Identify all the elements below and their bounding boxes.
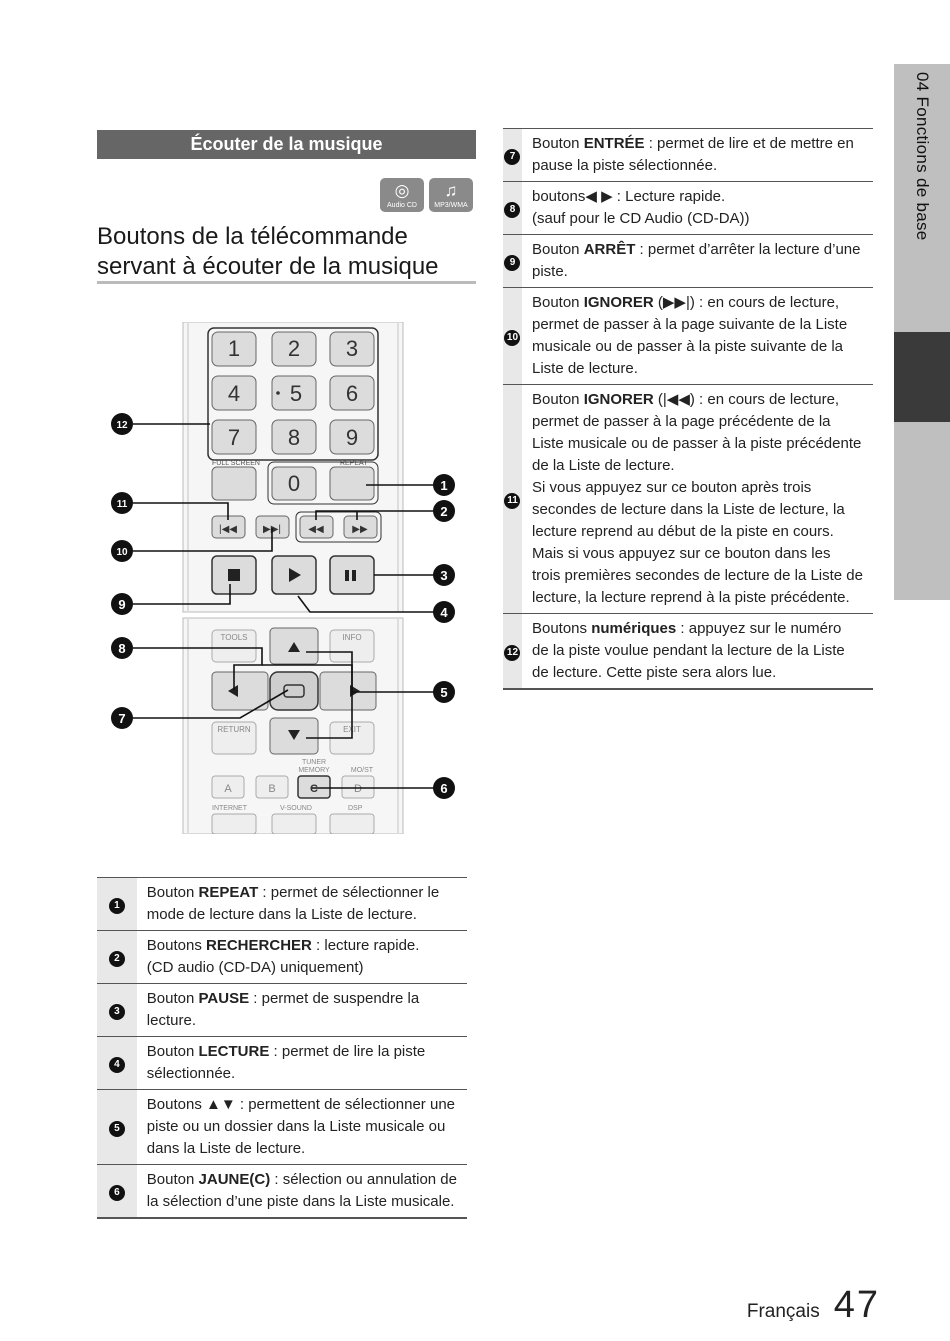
description-text: de la piste voulue pendant la lecture de la Liste bbox=[531, 642, 845, 659]
description-text: : permet de lire et de mettre en bbox=[644, 135, 854, 152]
row-number-badge: 10 bbox=[504, 330, 520, 346]
button-name: ARRÊT bbox=[583, 241, 636, 258]
button-name: REPEAT bbox=[198, 884, 259, 901]
description-text: trois premières secondes de lecture de la Liste de bbox=[531, 567, 863, 584]
tools-label: TOOLS bbox=[220, 633, 248, 642]
description-text: mode de lecture dans la Liste de lecture. bbox=[146, 906, 417, 923]
svg-text:◀◀: ◀◀ bbox=[308, 524, 324, 535]
svg-text:▶▶|: ▶▶| bbox=[263, 524, 281, 535]
row-number-cell bbox=[97, 931, 137, 984]
description-text: (CD audio (CD-DA) uniquement) bbox=[146, 959, 364, 976]
button-name: RECHERCHER bbox=[206, 937, 312, 954]
description-line bbox=[147, 1094, 457, 1116]
description-text: : permet de lire la piste bbox=[269, 1043, 426, 1060]
return-label: RETURN bbox=[217, 725, 251, 734]
row-description-cell bbox=[522, 235, 873, 288]
row-number-badge: 2 bbox=[109, 951, 125, 967]
row-description-cell bbox=[522, 288, 873, 385]
description-text: : permet de sélectionner le bbox=[258, 884, 440, 901]
music-note-glyph: ♫ bbox=[444, 181, 458, 200]
svg-text:MEMORY: MEMORY bbox=[298, 767, 330, 774]
table-row bbox=[503, 288, 873, 385]
row-description-cell bbox=[522, 614, 873, 690]
description-text: Boutons ▲▼ : permettent de sélectionner une bbox=[146, 1096, 455, 1113]
row-number-cell bbox=[503, 288, 522, 385]
key-5-label: 5 bbox=[289, 381, 303, 406]
key-8-label: 8 bbox=[287, 425, 301, 450]
description-text: : appuyez sur le numéro bbox=[676, 620, 842, 637]
description-line bbox=[532, 261, 863, 283]
row-description-cell bbox=[137, 931, 467, 984]
description-text: Bouton bbox=[146, 1171, 199, 1188]
description-text: Bouton bbox=[146, 990, 199, 1007]
description-text: permet de passer à la page suivante de la Liste bbox=[531, 316, 848, 333]
section-heading: Écouter de la musique bbox=[97, 130, 476, 159]
row-number-badge: 12 bbox=[504, 645, 520, 661]
description-text: (sauf pour le CD Audio (CD-DA)) bbox=[531, 210, 750, 227]
button-name: PAUSE bbox=[198, 990, 250, 1007]
svg-text:9: 9 bbox=[118, 597, 126, 612]
v-sound-label: V-SOUND bbox=[280, 805, 312, 812]
row-number-cell bbox=[503, 235, 522, 288]
key-0-label: 0 bbox=[287, 471, 301, 496]
description-line bbox=[532, 389, 863, 411]
table-row bbox=[503, 614, 873, 690]
svg-text:5: 5 bbox=[440, 685, 448, 700]
description-text: Boutons bbox=[531, 620, 592, 637]
disc-glyph: ◎ bbox=[394, 181, 410, 200]
description-text: : lecture rapide. bbox=[311, 937, 420, 954]
row-number-badge: 3 bbox=[109, 1004, 125, 1020]
description-text: Bouton bbox=[531, 241, 584, 258]
description-line bbox=[532, 133, 863, 155]
page-title-line-1: Boutons de la télécommande bbox=[97, 223, 408, 250]
row-description-cell bbox=[522, 129, 873, 182]
description-text: la sélection d’une piste dans la Liste musicale. bbox=[146, 1193, 455, 1210]
table-row bbox=[97, 984, 467, 1037]
description-line bbox=[147, 988, 457, 1010]
button-description-table-right bbox=[503, 128, 873, 690]
chapter-label: 04 Fonctions de base bbox=[913, 72, 932, 241]
row-number-badge: 7 bbox=[504, 149, 520, 165]
description-text: boutons◀ ▶ : Lecture rapide. bbox=[531, 188, 726, 205]
description-line bbox=[532, 587, 863, 609]
svg-text:4: 4 bbox=[440, 605, 448, 620]
svg-text:7: 7 bbox=[118, 711, 126, 726]
key-2-label: 2 bbox=[287, 336, 301, 361]
svg-text:1: 1 bbox=[440, 478, 448, 493]
description-line bbox=[532, 565, 863, 587]
row-number-badge: 11 bbox=[504, 493, 520, 509]
tuner-memory-label: TUNER bbox=[301, 759, 327, 766]
row-description-cell bbox=[137, 984, 467, 1037]
description-text: Bouton bbox=[531, 135, 584, 152]
description-line bbox=[532, 336, 863, 358]
full-screen-label: FULL SCREEN bbox=[212, 460, 260, 467]
description-text: Bouton bbox=[531, 294, 584, 311]
repeat-label: REPEAT bbox=[340, 460, 368, 467]
description-text: (▶▶|) : en cours de lecture, bbox=[653, 294, 840, 311]
description-text: permet de passer à la page précédente de la bbox=[531, 413, 831, 430]
description-line bbox=[532, 411, 863, 433]
footer-language: Français bbox=[746, 1301, 820, 1322]
description-text: : sélection ou annulation de bbox=[270, 1171, 457, 1188]
button-name: LECTURE bbox=[198, 1043, 270, 1060]
description-text: de la Liste de lecture. bbox=[531, 457, 675, 474]
description-line bbox=[532, 186, 863, 208]
row-description-cell bbox=[137, 1090, 467, 1165]
description-line bbox=[147, 1010, 457, 1032]
button-name: IGNORER bbox=[583, 391, 654, 408]
row-number-badge: 8 bbox=[504, 202, 520, 218]
key-6-label: 6 bbox=[345, 381, 359, 406]
table-row bbox=[97, 1037, 467, 1090]
table-row bbox=[97, 1165, 467, 1219]
row-description-cell bbox=[137, 878, 467, 931]
key-9-label: 9 bbox=[345, 425, 359, 450]
button-name: JAUNE(C) bbox=[198, 1171, 271, 1188]
description-text: Mais si vous appuyez sur ce bouton dans les bbox=[531, 545, 831, 562]
svg-text:10: 10 bbox=[116, 547, 128, 558]
svg-text:2: 2 bbox=[440, 504, 448, 519]
description-line bbox=[532, 208, 863, 230]
button-name: numériques bbox=[591, 620, 677, 637]
description-text: Liste musicale ou de passer à la piste précédente bbox=[531, 435, 862, 452]
dsp-label: DSP bbox=[348, 805, 363, 812]
page-footer bbox=[747, 1284, 880, 1327]
button-description-table-left bbox=[97, 877, 467, 1219]
description-line bbox=[532, 433, 863, 455]
row-number-cell bbox=[503, 182, 522, 235]
description-text: musicale ou de passer à la piste suivante de la bbox=[531, 338, 843, 355]
row-number-cell bbox=[97, 1165, 137, 1219]
key-1-label: 1 bbox=[227, 336, 241, 361]
table-row bbox=[97, 931, 467, 984]
row-number-badge: 1 bbox=[109, 898, 125, 914]
table-row bbox=[503, 235, 873, 288]
description-text: (|◀◀) : en cours de lecture, bbox=[653, 391, 840, 408]
table-row bbox=[503, 129, 873, 182]
page-number: 47 bbox=[833, 1284, 880, 1326]
description-text: de lecture. Cette piste sera alors lue. bbox=[531, 664, 777, 681]
description-line bbox=[147, 1041, 457, 1063]
row-number-badge: 9 bbox=[504, 255, 520, 271]
description-text: Si vous appuyez sur ce bouton après trois bbox=[531, 479, 812, 496]
description-line bbox=[532, 499, 863, 521]
row-number-cell bbox=[97, 1037, 137, 1090]
svg-text:8: 8 bbox=[118, 641, 126, 656]
table-row bbox=[97, 878, 467, 931]
key-4-label: 4 bbox=[227, 381, 241, 406]
key-d-label: D bbox=[354, 783, 362, 795]
description-line bbox=[532, 155, 863, 177]
table-row bbox=[97, 1090, 467, 1165]
description-text: lecture, la lecture reprend à la piste précédente. bbox=[531, 589, 850, 606]
page-title-line-2: servant à écouter de la musique bbox=[97, 253, 439, 280]
description-text: Bouton bbox=[531, 391, 584, 408]
row-number-cell bbox=[97, 984, 137, 1037]
row-number-badge: 6 bbox=[109, 1185, 125, 1201]
description-text: lecture reprend au début de la piste en cours. bbox=[531, 523, 834, 540]
description-text: secondes de lecture dans la Liste de lecture, la bbox=[531, 501, 845, 518]
description-line bbox=[147, 1116, 457, 1138]
description-text: : permet de suspendre la bbox=[249, 990, 420, 1007]
row-description-cell bbox=[137, 1165, 467, 1219]
button-name: IGNORER bbox=[583, 294, 654, 311]
row-description-cell bbox=[522, 182, 873, 235]
description-line bbox=[532, 292, 863, 314]
description-text: lecture. bbox=[146, 1012, 196, 1029]
row-number-badge: 4 bbox=[109, 1057, 125, 1073]
description-line bbox=[147, 957, 457, 979]
disc-caption: Audio CD bbox=[387, 202, 417, 209]
description-text: Boutons bbox=[146, 937, 207, 954]
description-text: Bouton bbox=[146, 1043, 199, 1060]
row-description-cell bbox=[522, 385, 873, 614]
description-text: Liste de lecture. bbox=[531, 360, 638, 377]
key-c-label: C bbox=[310, 783, 318, 795]
svg-text:11: 11 bbox=[116, 499, 128, 510]
description-line bbox=[532, 640, 863, 662]
row-description-cell bbox=[137, 1037, 467, 1090]
description-line bbox=[147, 1063, 457, 1085]
key-a-label: A bbox=[224, 783, 232, 795]
description-line bbox=[532, 314, 863, 336]
row-number-cell bbox=[503, 129, 522, 182]
description-text: Bouton bbox=[146, 884, 199, 901]
key-3-label: 3 bbox=[345, 336, 359, 361]
row-number-cell bbox=[97, 1090, 137, 1165]
svg-text:▶▶: ▶▶ bbox=[352, 524, 368, 535]
table-row bbox=[503, 182, 873, 235]
description-line bbox=[532, 521, 863, 543]
description-text: piste ou un dossier dans la Liste musicale ou bbox=[146, 1118, 446, 1135]
description-line bbox=[147, 1169, 457, 1191]
description-line bbox=[532, 358, 863, 380]
description-text: : permet d’arrêter la lecture d’une bbox=[635, 241, 861, 258]
description-line bbox=[532, 455, 863, 477]
description-line bbox=[532, 543, 863, 565]
description-line bbox=[532, 239, 863, 261]
table-row bbox=[503, 385, 873, 614]
svg-text:|◀◀: |◀◀ bbox=[219, 524, 237, 535]
svg-text:3: 3 bbox=[440, 568, 448, 583]
key-b-label: B bbox=[268, 783, 276, 795]
button-name: ENTRÉE bbox=[583, 135, 645, 152]
key-7-label: 7 bbox=[227, 425, 241, 450]
description-line bbox=[147, 1138, 457, 1160]
description-text: piste. bbox=[531, 263, 568, 280]
mo-st-label: MO/ST bbox=[350, 767, 374, 774]
music-caption: MP3/WMA bbox=[434, 202, 468, 209]
internet-label: INTERNET bbox=[212, 805, 247, 812]
description-text: dans la Liste de lecture. bbox=[146, 1140, 306, 1157]
description-line bbox=[147, 882, 457, 904]
description-text: pause la piste sélectionnée. bbox=[531, 157, 718, 174]
row-number-badge: 5 bbox=[109, 1121, 125, 1137]
description-line bbox=[147, 935, 457, 957]
row-number-cell bbox=[503, 614, 522, 690]
svg-text:12: 12 bbox=[116, 420, 128, 431]
description-line bbox=[532, 477, 863, 499]
description-text: sélectionnée. bbox=[146, 1065, 236, 1082]
description-line bbox=[532, 662, 863, 684]
row-number-cell bbox=[97, 878, 137, 931]
description-line bbox=[147, 904, 457, 926]
info-label: INFO bbox=[342, 633, 362, 642]
row-number-cell bbox=[503, 385, 522, 614]
description-line bbox=[147, 1191, 457, 1213]
exit-label: EXIT bbox=[343, 725, 361, 734]
description-line bbox=[532, 618, 863, 640]
svg-text:6: 6 bbox=[440, 781, 448, 796]
